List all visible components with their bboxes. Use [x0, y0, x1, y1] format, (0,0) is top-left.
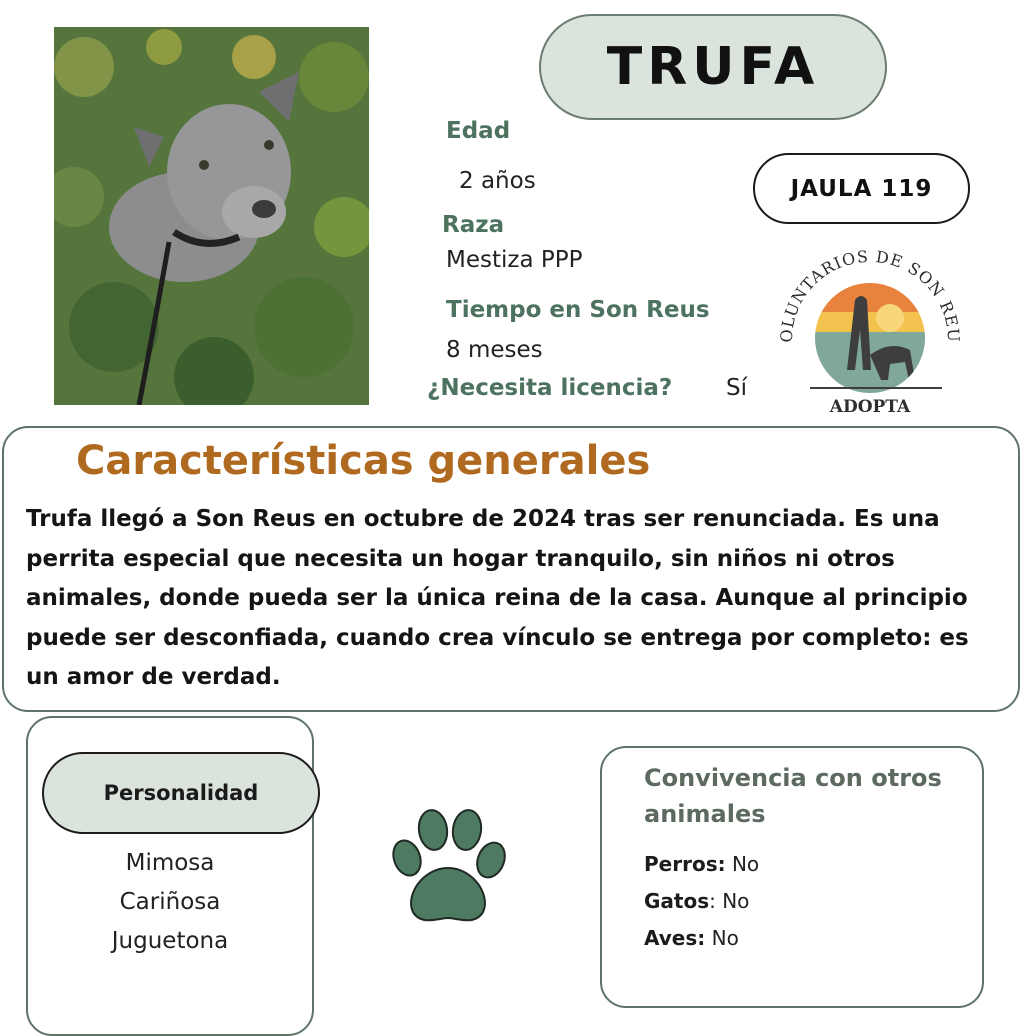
logo-emblem: [770, 240, 970, 420]
logo-adopta: ADOPTA: [829, 397, 911, 417]
tiempo-value: 8 meses: [446, 337, 543, 363]
tiempo-label: Tiempo en Son Reus: [446, 297, 710, 323]
row-label: Perros:: [644, 852, 726, 876]
dog-name-pill: [539, 14, 887, 120]
caracteristicas-text: Trufa llegó a Son Reus en octubre de 2024 tras ser renunciada. Es una perrita especial que necesita un hogar tranquilo, sin niños ni otros animales, donde pueda ser la única reina de la casa. Aunque al principio puede ser desconfiada, cuando crea vínculo se entrega por completo: es un amor de verdad.: [26, 506, 969, 690]
convivencia-row: [644, 889, 749, 913]
dog-name: TRUFA: [606, 37, 820, 97]
raza-label: Raza: [442, 212, 505, 238]
personalidad-title: Personalidad: [42, 752, 320, 834]
row-value: : No: [709, 889, 750, 913]
trait-item: Mimosa: [125, 850, 215, 876]
caracteristicas-title: Características generales: [76, 438, 651, 484]
row-value: No: [711, 926, 739, 950]
licencia-value: Sí: [726, 375, 747, 401]
edad-value: 2 años: [459, 168, 536, 194]
dog-photo: [54, 27, 369, 405]
jaula-badge: JAULA 119: [753, 153, 970, 224]
row-label: Aves:: [644, 926, 706, 950]
raza-value: Mestiza PPP: [446, 247, 583, 273]
trait-item: Cariñosa: [119, 889, 221, 915]
convivencia-row: [644, 926, 739, 950]
personalidad-list: [70, 844, 270, 961]
convivencia-row: [644, 852, 759, 876]
logo-arc-text: OLUNTARIOS DE SON REU: [776, 246, 964, 344]
convivencia-title: Convivencia con otros animales: [644, 764, 942, 828]
edad-label: Edad: [446, 118, 511, 144]
licencia-label: ¿Necesita licencia?: [427, 375, 673, 401]
trait-item: Juguetona: [111, 928, 229, 954]
paw-icon: [383, 800, 513, 930]
row-label: Gatos: [644, 889, 710, 913]
row-value: No: [731, 852, 760, 876]
